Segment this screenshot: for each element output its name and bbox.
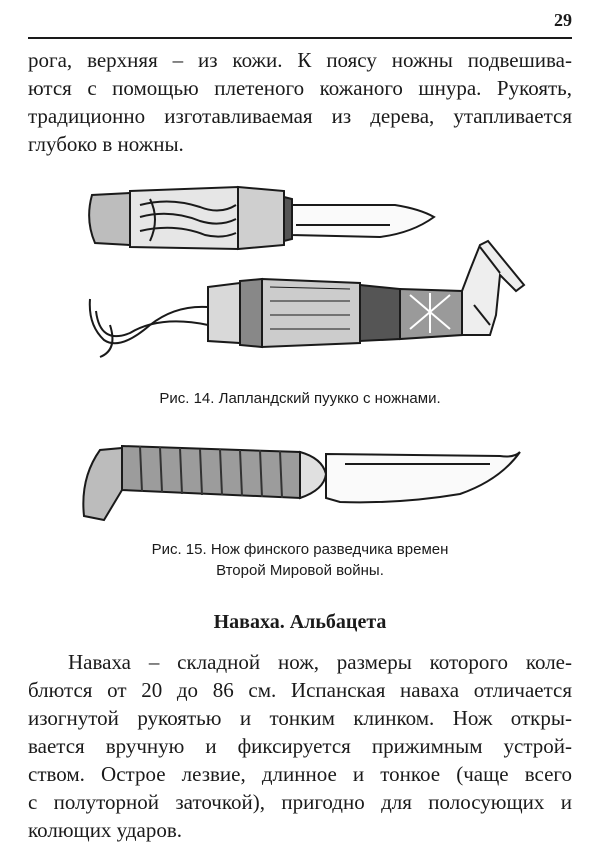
figure-14-caption <box>0 388 600 409</box>
text-line: блются от 20 до 86 см. Испанская наваха отличается <box>28 678 572 702</box>
text-line: изогнутой рукоятью и тонким клинком. Нож откры- <box>28 706 572 730</box>
text-line: глубоко в ножны. <box>28 132 184 156</box>
intro-paragraph <box>28 46 572 158</box>
text-line: традиционно изготавливаемая из дерева, утапливается <box>28 104 572 128</box>
sheath-drawing <box>90 241 524 357</box>
figure-15-caption <box>0 539 600 581</box>
text-line: колющих ударов. <box>28 818 183 842</box>
caption-line: Рис. 14. Лапландский пуукко с ножнами. <box>159 390 441 407</box>
text-line: вается вручную и фиксируется прижимным устрой- <box>28 734 572 758</box>
text-line: рога, верхняя – из кожи. К поясу ножны подвешива- <box>28 48 572 72</box>
text-line: ются с помощью плетеного кожаного шнура. Рукоять, <box>28 76 572 100</box>
page-number: 29 <box>554 10 572 30</box>
figure-14-illustration <box>0 175 600 375</box>
section-heading: Наваха. Альбацета <box>213 611 387 633</box>
caption-line: Второй Мировой войны. <box>216 562 384 579</box>
puukko-knife-drawing <box>89 187 434 249</box>
caption-line: Рис. 15. Нож финского разведчика времен <box>151 541 449 558</box>
figure-15-illustration <box>0 428 600 538</box>
text-line: Наваха – складной нож, размеры которого коле- <box>68 650 572 674</box>
section-paragraph <box>28 648 572 844</box>
scout-knife-drawing <box>83 446 520 520</box>
text-line: ством. Острое лезвие, длинное и тонкое (чаще всего <box>28 762 572 786</box>
header-rule <box>28 37 572 39</box>
text-line: с полуторной заточкой), пригодно для полосующих и <box>28 790 572 814</box>
